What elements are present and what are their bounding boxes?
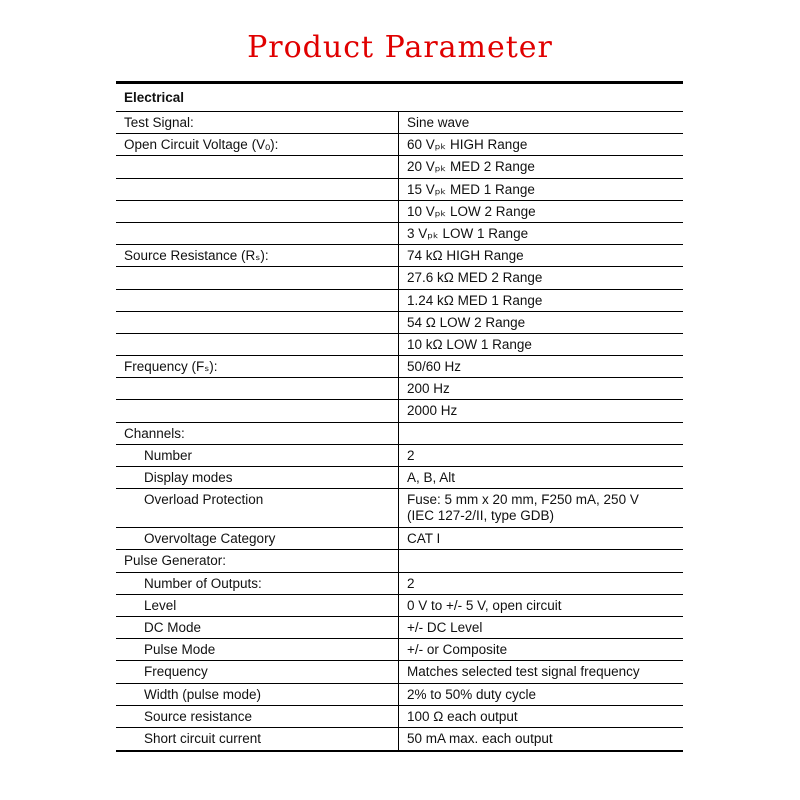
row-label [116,267,399,288]
row-value: A, B, Alt [407,470,456,485]
table-row [116,400,683,422]
row-value: 50/60 Hz [407,359,462,375]
row-label: Number [116,445,399,466]
table-row [116,639,683,661]
row-value: 0 V to +/- 5 V, open circuit [407,597,562,613]
row-value: 74 kΩ HIGH Range [407,248,524,264]
row-value [399,550,683,571]
row-label [116,201,399,222]
row-label: Display modes [116,467,399,488]
row-value: +/- or Composite [407,642,508,658]
row-label [116,223,399,244]
row-value: 50 mA max. each output [407,730,553,746]
table-row [116,356,683,378]
table-row [116,595,683,617]
table-row [116,728,683,750]
row-value: +/- DC Level [407,619,483,635]
table-row [116,112,683,134]
table-row [116,573,683,595]
row-label [116,290,399,311]
row-label: Overvoltage Category [116,528,399,549]
row-label: Pulse Mode [116,639,399,660]
row-label [116,400,399,421]
table-row [116,267,683,289]
row-value [399,489,683,527]
row-value: 60 Vₚₖ HIGH Range [407,137,528,153]
row-label: Level [116,595,399,616]
row-label: Frequency [116,661,399,682]
table-row [116,706,683,728]
parameter-table [116,81,683,752]
row-label: Open Circuit Voltage (Vₒ): [116,134,399,155]
row-value: CAT I [407,531,441,547]
row-value: Sine wave [407,115,470,130]
table-row [116,156,683,178]
row-value-line1: Fuse: 5 mm x 20 mm, F250 mA, 250 V [407,492,639,508]
table-row [116,617,683,639]
row-label: Channels: [116,423,399,444]
row-value: 10 kΩ LOW 1 Range [407,336,532,352]
row-label: Short circuit current [116,728,399,750]
table-row [116,245,683,267]
table-row [116,550,683,572]
row-label: Source resistance [116,706,399,727]
row-value: 54 Ω LOW 2 Range [407,314,526,330]
row-value: 20 Vₚₖ MED 2 Range [407,159,535,175]
row-value: Matches selected test signal frequency [407,664,640,680]
page-title: Product Parameter [247,30,553,65]
table-row [116,334,683,356]
row-label [116,378,399,399]
table-row [116,423,683,445]
row-label: Number of Outputs: [116,573,399,594]
row-label: Pulse Generator: [116,550,399,571]
row-value: 15 Vₚₖ MED 1 Range [407,181,535,197]
row-label [116,334,399,355]
row-value: 10 Vₚₖ LOW 2 Range [407,203,536,219]
row-value: 2000 Hz [407,403,458,419]
row-label [116,312,399,333]
table-row [116,445,683,467]
row-value: 200 Hz [407,381,450,397]
table-row [116,467,683,489]
table-row [116,684,683,706]
row-value: 2% to 50% duty cycle [407,686,537,702]
row-label: Source Resistance (Rₛ): [116,245,399,266]
row-label: Frequency (Fₛ): [116,356,399,377]
table-row [116,312,683,334]
table-row [116,179,683,201]
row-label: Width (pulse mode) [116,684,399,705]
row-label: Overload Protection [116,489,399,527]
row-label [116,156,399,177]
row-value: 100 Ω each output [407,708,518,724]
row-value: 3 Vₚₖ LOW 1 Range [407,225,529,241]
row-value: 1.24 kΩ MED 1 Range [407,292,543,308]
row-value: 2 [407,447,415,463]
table-row [116,528,683,550]
table-row [116,378,683,400]
table-row [116,134,683,156]
row-value: 27.6 kΩ MED 2 Range [407,270,543,286]
section-header: Electrical [116,84,683,112]
row-label: DC Mode [116,617,399,638]
table-row [116,489,683,528]
row-value: 2 [407,575,415,591]
table-row [116,223,683,245]
table-row [116,290,683,312]
row-value-line2: (IEC 127-2/II, type GDB) [407,508,555,524]
row-value [399,423,683,444]
row-label: Test Signal: [116,112,399,133]
row-label [116,179,399,200]
table-row [116,661,683,683]
table-row [116,201,683,223]
